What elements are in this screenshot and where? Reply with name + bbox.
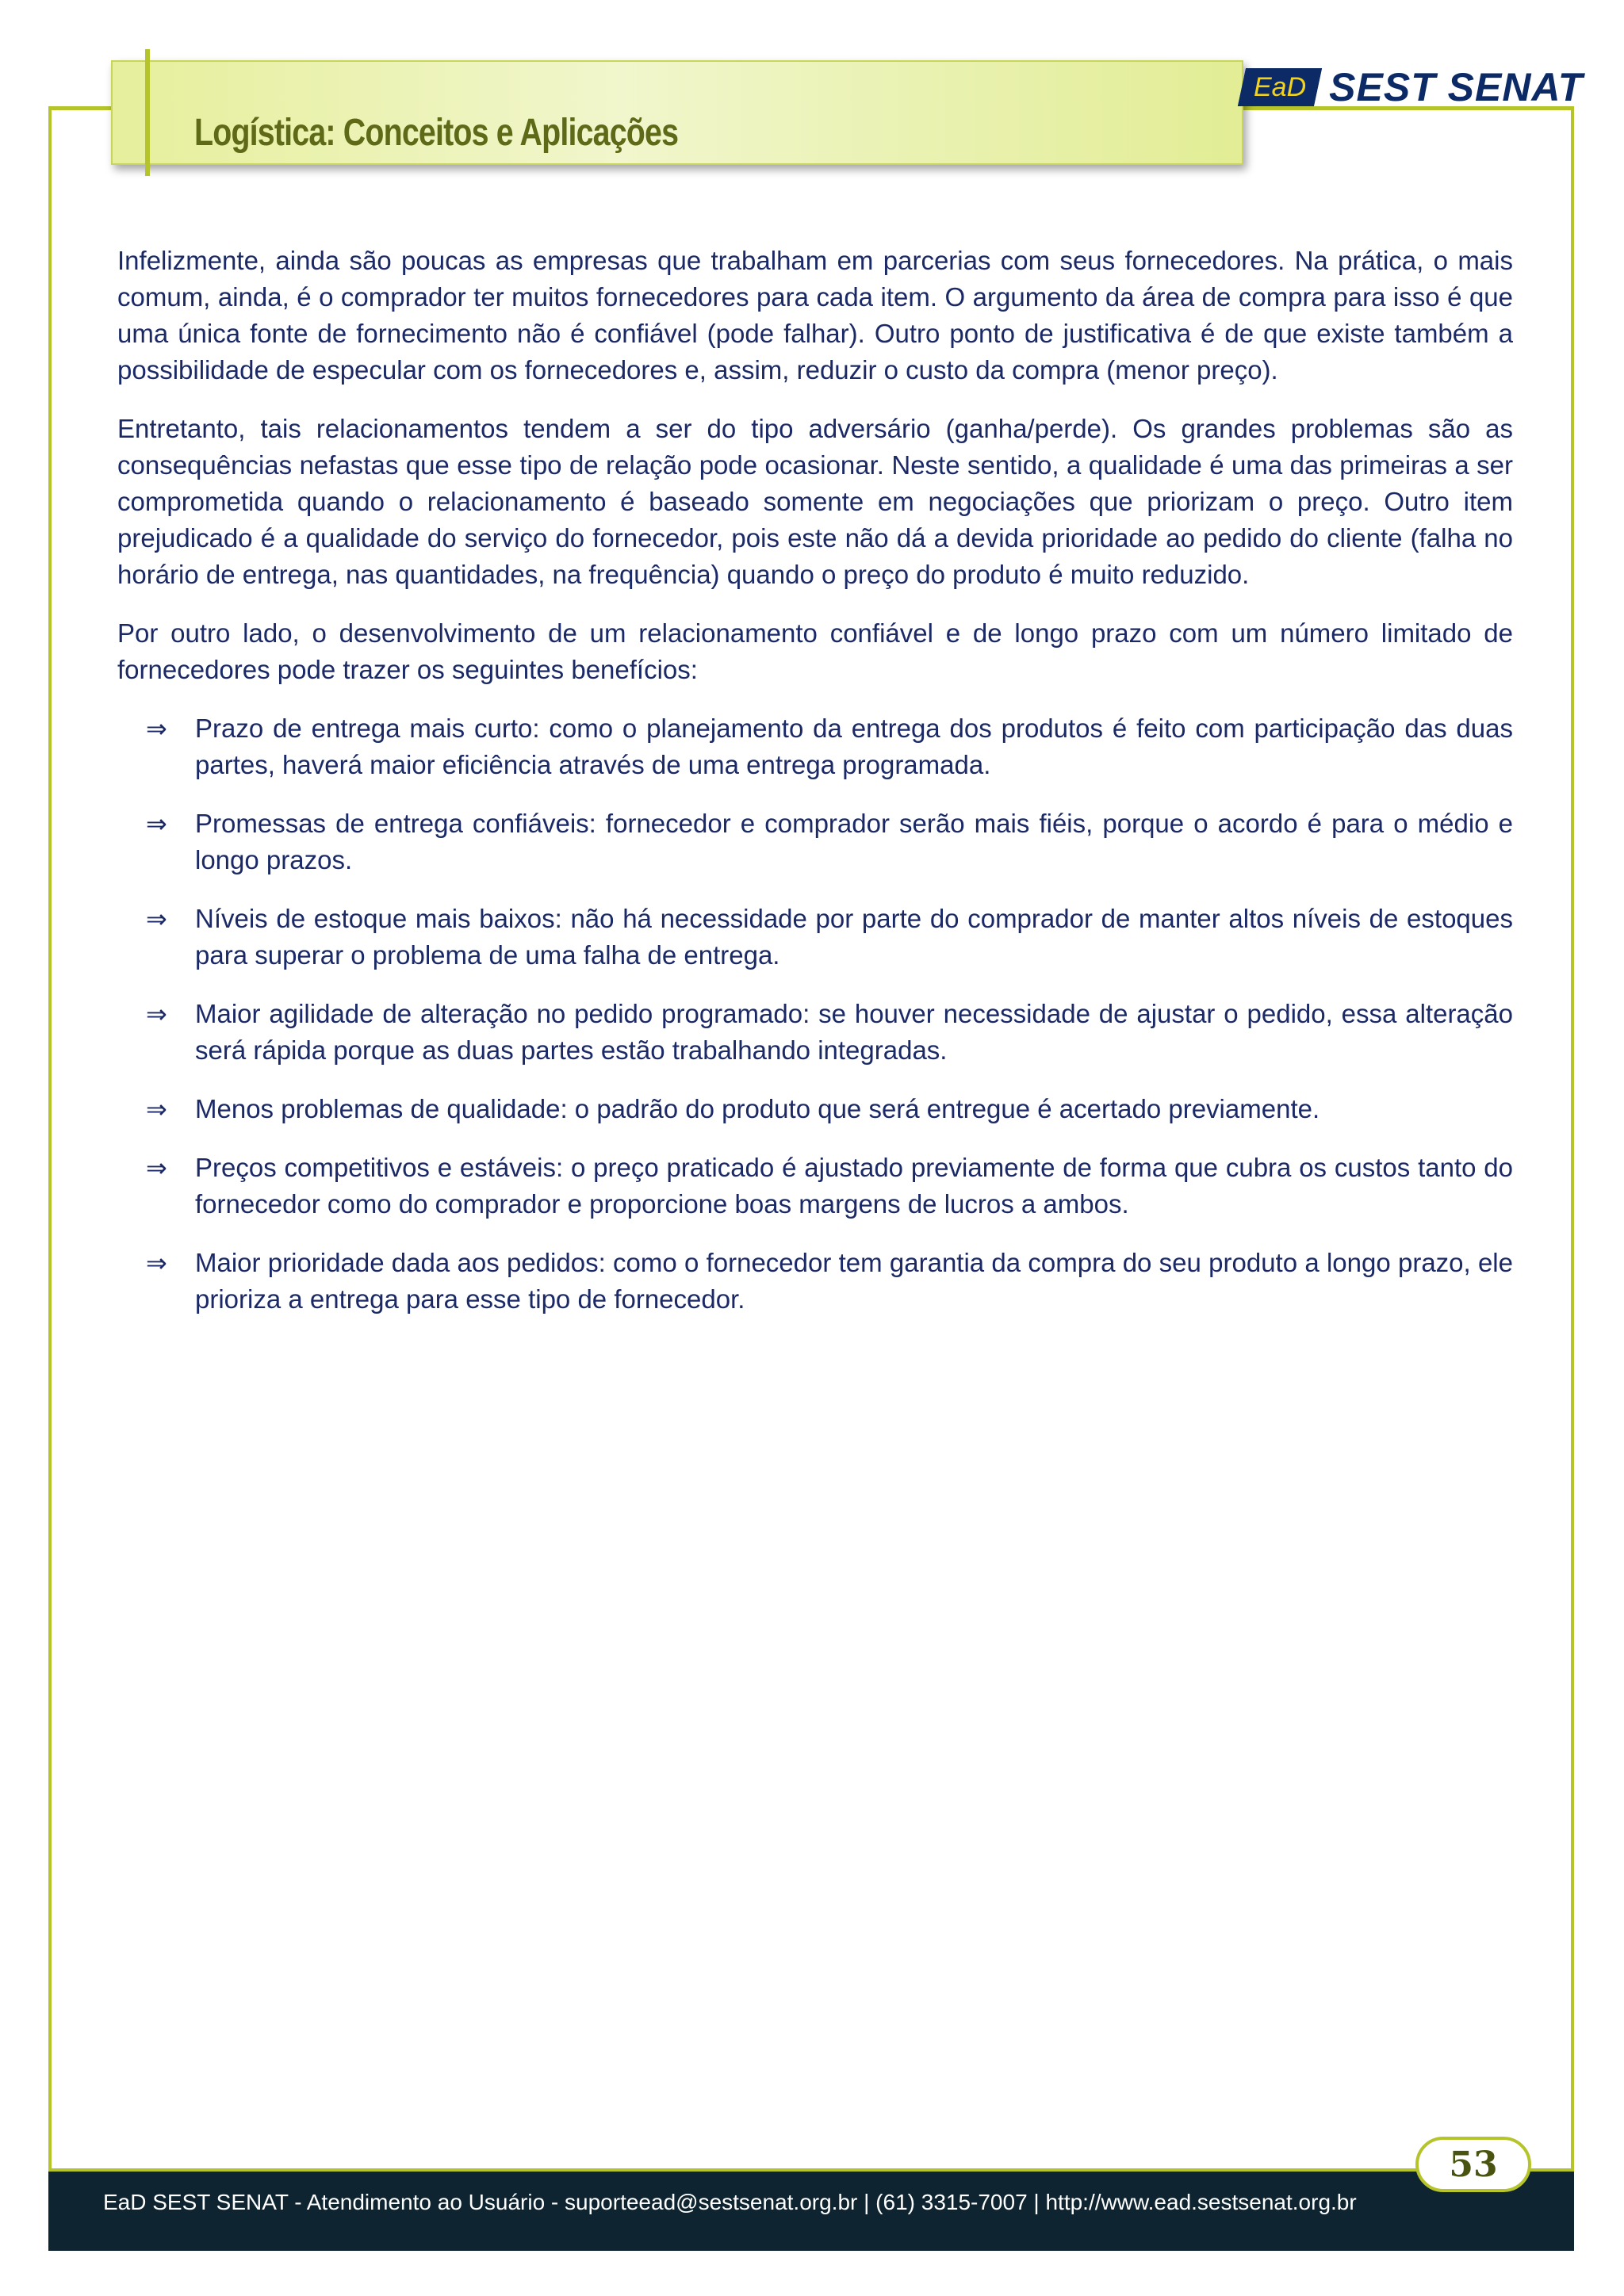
list-item	[117, 1245, 1513, 1318]
arrow-bullet-icon: ⇒	[146, 714, 167, 744]
list-item	[117, 901, 1513, 974]
list-item-text: Níveis de estoque mais baixos: não há necessidade por parte do comprador de manter altos níveis de estoques para superar o problema de uma falha de entrega.	[195, 904, 1513, 970]
sest-senat-logo	[1242, 65, 1584, 109]
arrow-bullet-icon: ⇒	[146, 999, 167, 1029]
list-item-text: Prazo de entrega mais curto: como o planejamento da entrega dos produtos é feito com participação das duas partes, haverá maior eficiência através de uma entrega programada.	[195, 714, 1513, 779]
paragraph: Infelizmente, ainda são poucas as empresas que trabalham em parcerias com seus fornecedores. Na prática, o mais comum, ainda, é o comprador ter muitos fornecedores para cada item. O argumento da área de compra para isso é que uma única fonte de fornecimento não é confiável (pode falhar). Outro ponto de justificativa é de que existe também a possibilidade de especular com os fornecedores e, assim, reduzir o custo da compra (menor preço).	[117, 246, 1513, 385]
footer-contact-text: EaD SEST SENAT - Atendimento ao Usuário - suporteead@sestsenat.org.br | (61) 3315-7007 | http://www.ead.sestsenat.org.br	[103, 2190, 1357, 2214]
benefits-list	[117, 710, 1513, 1318]
list-item	[117, 996, 1513, 1069]
paragraph: Por outro lado, o desenvolvimento de um relacionamento confiável e de longo prazo com um número limitado de fornecedores pode trazer os seguintes benefícios:	[117, 618, 1513, 684]
list-item	[117, 1150, 1513, 1223]
list-item	[117, 710, 1513, 783]
logo-name-text: SEST SENAT	[1329, 65, 1584, 109]
list-item-text: Preços competitivos e estáveis: o preço praticado é ajustado previamente de forma que cubra os custos tanto do fornecedor como do comprador e proporcione boas margens de lucros a ambos.	[195, 1153, 1513, 1219]
list-item-text: Maior agilidade de alteração no pedido programado: se houver necessidade de ajustar o pedido, essa alteração será rápida porque as duas partes estão trabalhando integradas.	[195, 999, 1513, 1065]
arrow-bullet-icon: ⇒	[146, 904, 167, 934]
arrow-bullet-icon: ⇒	[146, 1094, 167, 1124]
main-content	[117, 243, 1513, 1340]
logo-ead-badge	[1238, 68, 1322, 106]
logo-ead-text: EaD	[1254, 72, 1307, 102]
paragraph: Entretanto, tais relacionamentos tendem a ser do tipo adversário (ganha/perde). Os grandes problemas são as consequências nefastas que esse tipo de relação pode ocasionar. Neste sentido, a qualidade é uma das primeiras a ser comprometida quando o relacionamento é baseado somente em negociações que priorizam o preço. Outro item prejudicado é a qualidade do serviço do fornecedor, pois este não dá a devida prioridade ao pedido do cliente (falha no horário de entrega, nas quantidades, na frequência) quando o preço do produto é muito reduzido.	[117, 414, 1513, 589]
list-item-text: Promessas de entrega confiáveis: fornecedor e comprador serão mais fiéis, porque o acordo é para o médio e longo prazos.	[195, 809, 1513, 874]
page-title: Logística: Conceitos e Aplicações	[194, 112, 679, 154]
page-number: 53	[1449, 2144, 1498, 2185]
list-item	[117, 1091, 1513, 1127]
list-item	[117, 806, 1513, 878]
arrow-bullet-icon: ⇒	[146, 1248, 167, 1278]
list-item-text: Maior prioridade dada aos pedidos: como o fornecedor tem garantia da compra do seu produto a longo prazo, ele prioriza a entrega para esse tipo de fornecedor.	[195, 1248, 1513, 1314]
arrow-bullet-icon: ⇒	[146, 809, 167, 839]
list-item-text: Menos problemas de qualidade: o padrão do produto que será entregue é acertado previamente.	[195, 1094, 1320, 1123]
arrow-bullet-icon: ⇒	[146, 1153, 167, 1183]
page-number-badge	[1415, 2137, 1531, 2192]
banner-accent-line	[145, 49, 150, 176]
